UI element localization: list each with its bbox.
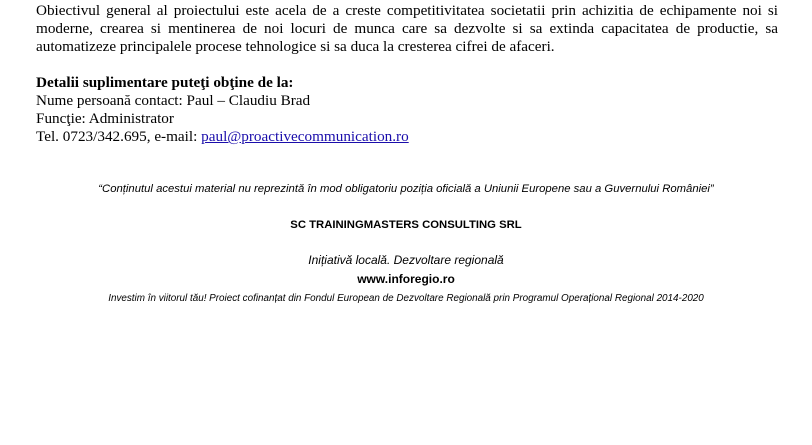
disclaimer: “Conținutul acestui material nu reprezintă în mod obligatoriu poziția oficială a Uniunii Europene sau a Guvernului României”: [98, 183, 714, 195]
contact-phone-email: [36, 128, 778, 146]
website: www.inforegio.ro: [357, 272, 455, 286]
slogan: Inițiativă locală. Dezvoltare regională: [308, 253, 504, 267]
document-body: [36, 0, 778, 146]
objective-paragraph: Obiectivul general al proiectului este acela de a creste competitivitatea societatii prin achizitia de echipamente noi si moderne, crearea si mentinerea de noi locuri de munca care sa dezvolte si sa extinda capacitatea de productie, sa automatizeze principalele procese tehnologice si sa duca la cresterea cifrei de afaceri.: [36, 2, 778, 55]
investment-note: Investim în viitorul tău! Proiect cofinanțat din Fondul European de Dezvoltare Regională prin Programul Operațional Regional 2014-2020: [108, 293, 704, 304]
spacer: [36, 56, 778, 74]
company-name: SC TRAININGMASTERS CONSULTING SRL: [290, 219, 522, 231]
contact-function: Funcţie: Administrator: [36, 110, 174, 127]
contact-heading: Detalii suplimentare puteţi obţine de la:: [36, 74, 294, 91]
contact-phone: Tel. 0723/342.695, e-mail:: [36, 128, 202, 145]
email-link[interactable]: paul@proactivecommunication.ro: [201, 128, 409, 145]
contact-person: Nume persoană contact: Paul – Claudiu Brad: [36, 92, 311, 109]
